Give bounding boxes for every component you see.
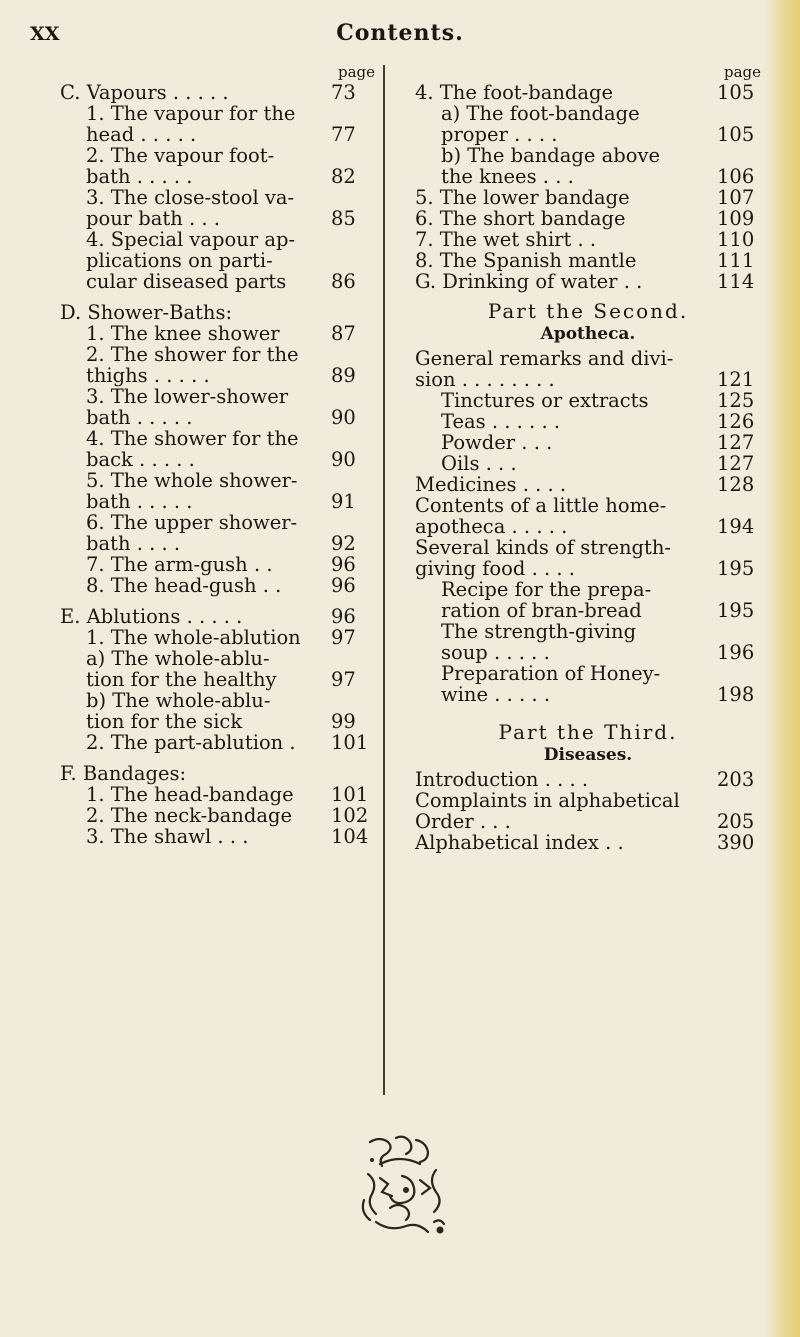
toc-entry-title: 3. The close-stool va- pour bath . . . — [86, 186, 295, 230]
toc-entry-page: 205 — [717, 810, 755, 833]
toc-entry-page: 198 — [717, 683, 755, 706]
toc-entry-title: 4. The shower for the back . . . . . — [86, 427, 299, 471]
toc-entry — [60, 784, 375, 805]
part3-entries — [415, 769, 761, 853]
toc-entry-page: 105 — [717, 81, 755, 104]
toc-entry-page: 107 — [717, 186, 755, 209]
toc-entry-page: 127 — [717, 431, 755, 454]
toc-entry-page: 97 — [331, 626, 356, 649]
toc-entry — [415, 82, 761, 103]
toc-entry — [60, 103, 375, 145]
toc-entry-page: 110 — [717, 228, 755, 251]
toc-entry-page: 105 — [717, 123, 755, 146]
part-heading: Part the Third. — [498, 720, 678, 744]
part-heading: Part the Second. — [487, 299, 689, 323]
toc-entry-title: General remarks and divi- sion . . . . . . . . — [415, 347, 674, 391]
toc-entry-page: 195 — [717, 557, 755, 580]
toc-entry-title: 2. The neck-bandage — [86, 804, 292, 827]
toc-entry-title: D. Shower-Baths: — [60, 301, 233, 324]
toc-entry-title: 8. The head-gush . . — [86, 574, 282, 597]
right-entries — [415, 82, 761, 292]
toc-entry-page: 203 — [717, 768, 755, 791]
toc-entry — [415, 348, 761, 390]
toc-entry-page: 90 — [331, 406, 356, 429]
toc-entry — [415, 208, 761, 229]
toc-entry-page: 99 — [331, 710, 356, 733]
toc-entry — [60, 302, 375, 323]
page-number: XX — [30, 23, 60, 45]
toc-entry-title: Teas . . . . . . — [441, 410, 561, 433]
toc-entry-page: 101 — [331, 783, 369, 806]
toc-entry-page: 390 — [717, 831, 755, 854]
toc-entry — [415, 832, 761, 853]
toc-entry — [60, 344, 375, 386]
part-subheading: Diseases. — [543, 745, 633, 765]
toc-entry — [60, 386, 375, 428]
toc-entry-title: 8. The Spanish mantle — [415, 249, 637, 272]
part2-entries — [415, 348, 761, 705]
toc-entry-page: 97 — [331, 668, 356, 691]
toc-entry-page: 196 — [717, 641, 755, 664]
toc-entry — [60, 512, 375, 554]
toc-entry-page: 127 — [717, 452, 755, 475]
toc-entry-page: 114 — [717, 270, 755, 293]
toc-entry — [415, 453, 761, 474]
toc-entry-title: Complaints in alphabetical Order . . . — [415, 789, 680, 833]
toc-entry-title: 2. The part-ablution . — [86, 731, 296, 754]
toc-entry-title: 6. The short bandage — [415, 207, 626, 230]
toc-entry-title: 5. The whole shower- bath . . . . . — [86, 469, 298, 513]
toc-entry-page: 121 — [717, 368, 755, 391]
toc-entry-page: 89 — [331, 364, 356, 387]
column-divider — [383, 65, 385, 1095]
toc-entry-title: 1. The vapour for the head . . . . . — [86, 102, 296, 146]
toc-entry-title: The strength-giving soup . . . . . — [441, 620, 637, 664]
right-column — [415, 62, 761, 853]
toc-entry-page: 195 — [717, 599, 755, 622]
toc-entry-title: Tinctures or extracts — [441, 389, 649, 412]
toc-entry — [60, 627, 375, 648]
part-subheading: Apotheca. — [540, 324, 636, 344]
toc-entry-title: 1. The whole-ablution — [86, 626, 301, 649]
toc-entry — [60, 575, 375, 596]
toc-entry-page: 96 — [331, 553, 356, 576]
running-title: Contents. — [336, 20, 464, 46]
toc-entry-title: Introduction . . . . — [415, 768, 589, 791]
toc-entry-title: Contents of a little home- apotheca . . . . . — [415, 494, 667, 538]
toc-entry — [60, 732, 375, 753]
toc-entry — [415, 474, 761, 495]
toc-entry — [60, 470, 375, 512]
toc-entry-page: 104 — [331, 825, 369, 848]
toc-entry — [60, 554, 375, 575]
toc-entry-title: Several kinds of strength- giving food . . . . — [415, 536, 672, 580]
toc-entry-title: Medicines . . . . — [415, 473, 567, 496]
toc-entry-title: G. Drinking of water . . — [415, 270, 643, 293]
toc-entry — [60, 229, 375, 292]
toc-entry — [60, 826, 375, 847]
toc-entry-page: 82 — [331, 165, 356, 188]
printers-ornament-icon — [350, 1130, 460, 1240]
toc-entry-title: b) The bandage above the knees . . . — [441, 144, 660, 188]
toc-entry-page: 194 — [717, 515, 755, 538]
toc-entry-title: 1. The head-bandage — [86, 783, 294, 806]
toc-entry — [60, 145, 375, 187]
toc-entry — [415, 537, 761, 579]
toc-entry-title: 6. The upper shower- bath . . . . — [86, 511, 298, 555]
toc-entry — [415, 663, 761, 705]
toc-entry — [415, 187, 761, 208]
toc-entry-title: E. Ablutions . . . . . — [60, 605, 243, 628]
toc-entry-title: a) The foot-bandage proper . . . . — [441, 102, 640, 146]
toc-entry — [415, 621, 761, 663]
toc-entry-title: Oils . . . — [441, 452, 517, 475]
toc-entry — [415, 271, 761, 292]
toc-entry-title: Alphabetical index . . — [415, 831, 624, 854]
toc-entry — [60, 323, 375, 344]
toc-entry-page: 85 — [331, 207, 356, 230]
toc-entry-page: 87 — [331, 322, 356, 345]
toc-entry — [415, 495, 761, 537]
toc-entry-page: 92 — [331, 532, 356, 555]
toc-entry-page: 111 — [717, 249, 755, 272]
left-column — [60, 62, 375, 847]
toc-entry-page: 86 — [331, 270, 356, 293]
toc-entry-title: 2. The shower for the thighs . . . . . — [86, 343, 299, 387]
toc-entry-page: 77 — [331, 123, 356, 146]
toc-entry — [60, 690, 375, 732]
toc-entry-page: 96 — [331, 605, 356, 628]
toc-entry-page: 73 — [331, 81, 356, 104]
toc-entry — [60, 805, 375, 826]
toc-entry — [60, 606, 375, 627]
toc-entry — [415, 432, 761, 453]
toc-entry-title: C. Vapours . . . . . — [60, 81, 229, 104]
toc-entry — [415, 250, 761, 271]
toc-entry-page: 96 — [331, 574, 356, 597]
toc-entry-title: F. Bandages: — [60, 762, 187, 785]
toc-entry-page: 106 — [717, 165, 755, 188]
toc-entry — [60, 82, 375, 103]
toc-entry-page: 126 — [717, 410, 755, 433]
toc-entry — [415, 229, 761, 250]
toc-entry — [60, 428, 375, 470]
toc-entry-page: 125 — [717, 389, 755, 412]
toc-entry-title: Powder . . . — [441, 431, 553, 454]
toc-entry — [415, 769, 761, 790]
page-column-label: page — [337, 63, 375, 81]
page-column-label: page — [723, 63, 761, 81]
toc-entry-title: 5. The lower bandage — [415, 186, 630, 209]
toc-entry-title: 3. The lower-shower bath . . . . . — [86, 385, 289, 429]
toc-entry — [60, 648, 375, 690]
toc-entry-title: 4. Special vapour ap- plications on parti- cular diseased parts — [86, 228, 296, 293]
toc-entry-title: 3. The shawl . . . — [86, 825, 249, 848]
toc-entry-page: 128 — [717, 473, 755, 496]
toc-entry-title: Preparation of Honey- wine . . . . . — [441, 662, 661, 706]
toc-entry — [415, 411, 761, 432]
toc-entry-page: 91 — [331, 490, 356, 513]
toc-entry-title: 7. The arm-gush . . — [86, 553, 273, 576]
toc-entry — [60, 763, 375, 784]
toc-entry-page: 90 — [331, 448, 356, 471]
toc-entry-title: 2. The vapour foot- bath . . . . . — [86, 144, 275, 188]
toc-entry-title: 4. The foot-bandage — [415, 81, 614, 104]
toc-entry-page: 101 — [331, 731, 369, 754]
toc-entry — [415, 390, 761, 411]
page-edge — [764, 0, 800, 1337]
toc-entry-title: b) The whole-ablu- tion for the sick — [86, 689, 271, 733]
toc-entry-title: Recipe for the prepa- ration of bran-bread — [441, 578, 652, 622]
toc-entry — [415, 579, 761, 621]
toc-entry — [415, 103, 761, 145]
page-header — [0, 20, 800, 50]
toc-entry-page: 102 — [331, 804, 369, 827]
toc-entry — [60, 187, 375, 229]
toc-entry-title: 7. The wet shirt . . — [415, 228, 597, 251]
toc-entry — [415, 790, 761, 832]
toc-entry-title: a) The whole-ablu- tion for the healthy — [86, 647, 277, 691]
left-entries — [60, 82, 375, 847]
toc-entry-page: 109 — [717, 207, 755, 230]
toc-entry-title: 1. The knee shower — [86, 322, 280, 345]
toc-entry — [415, 145, 761, 187]
